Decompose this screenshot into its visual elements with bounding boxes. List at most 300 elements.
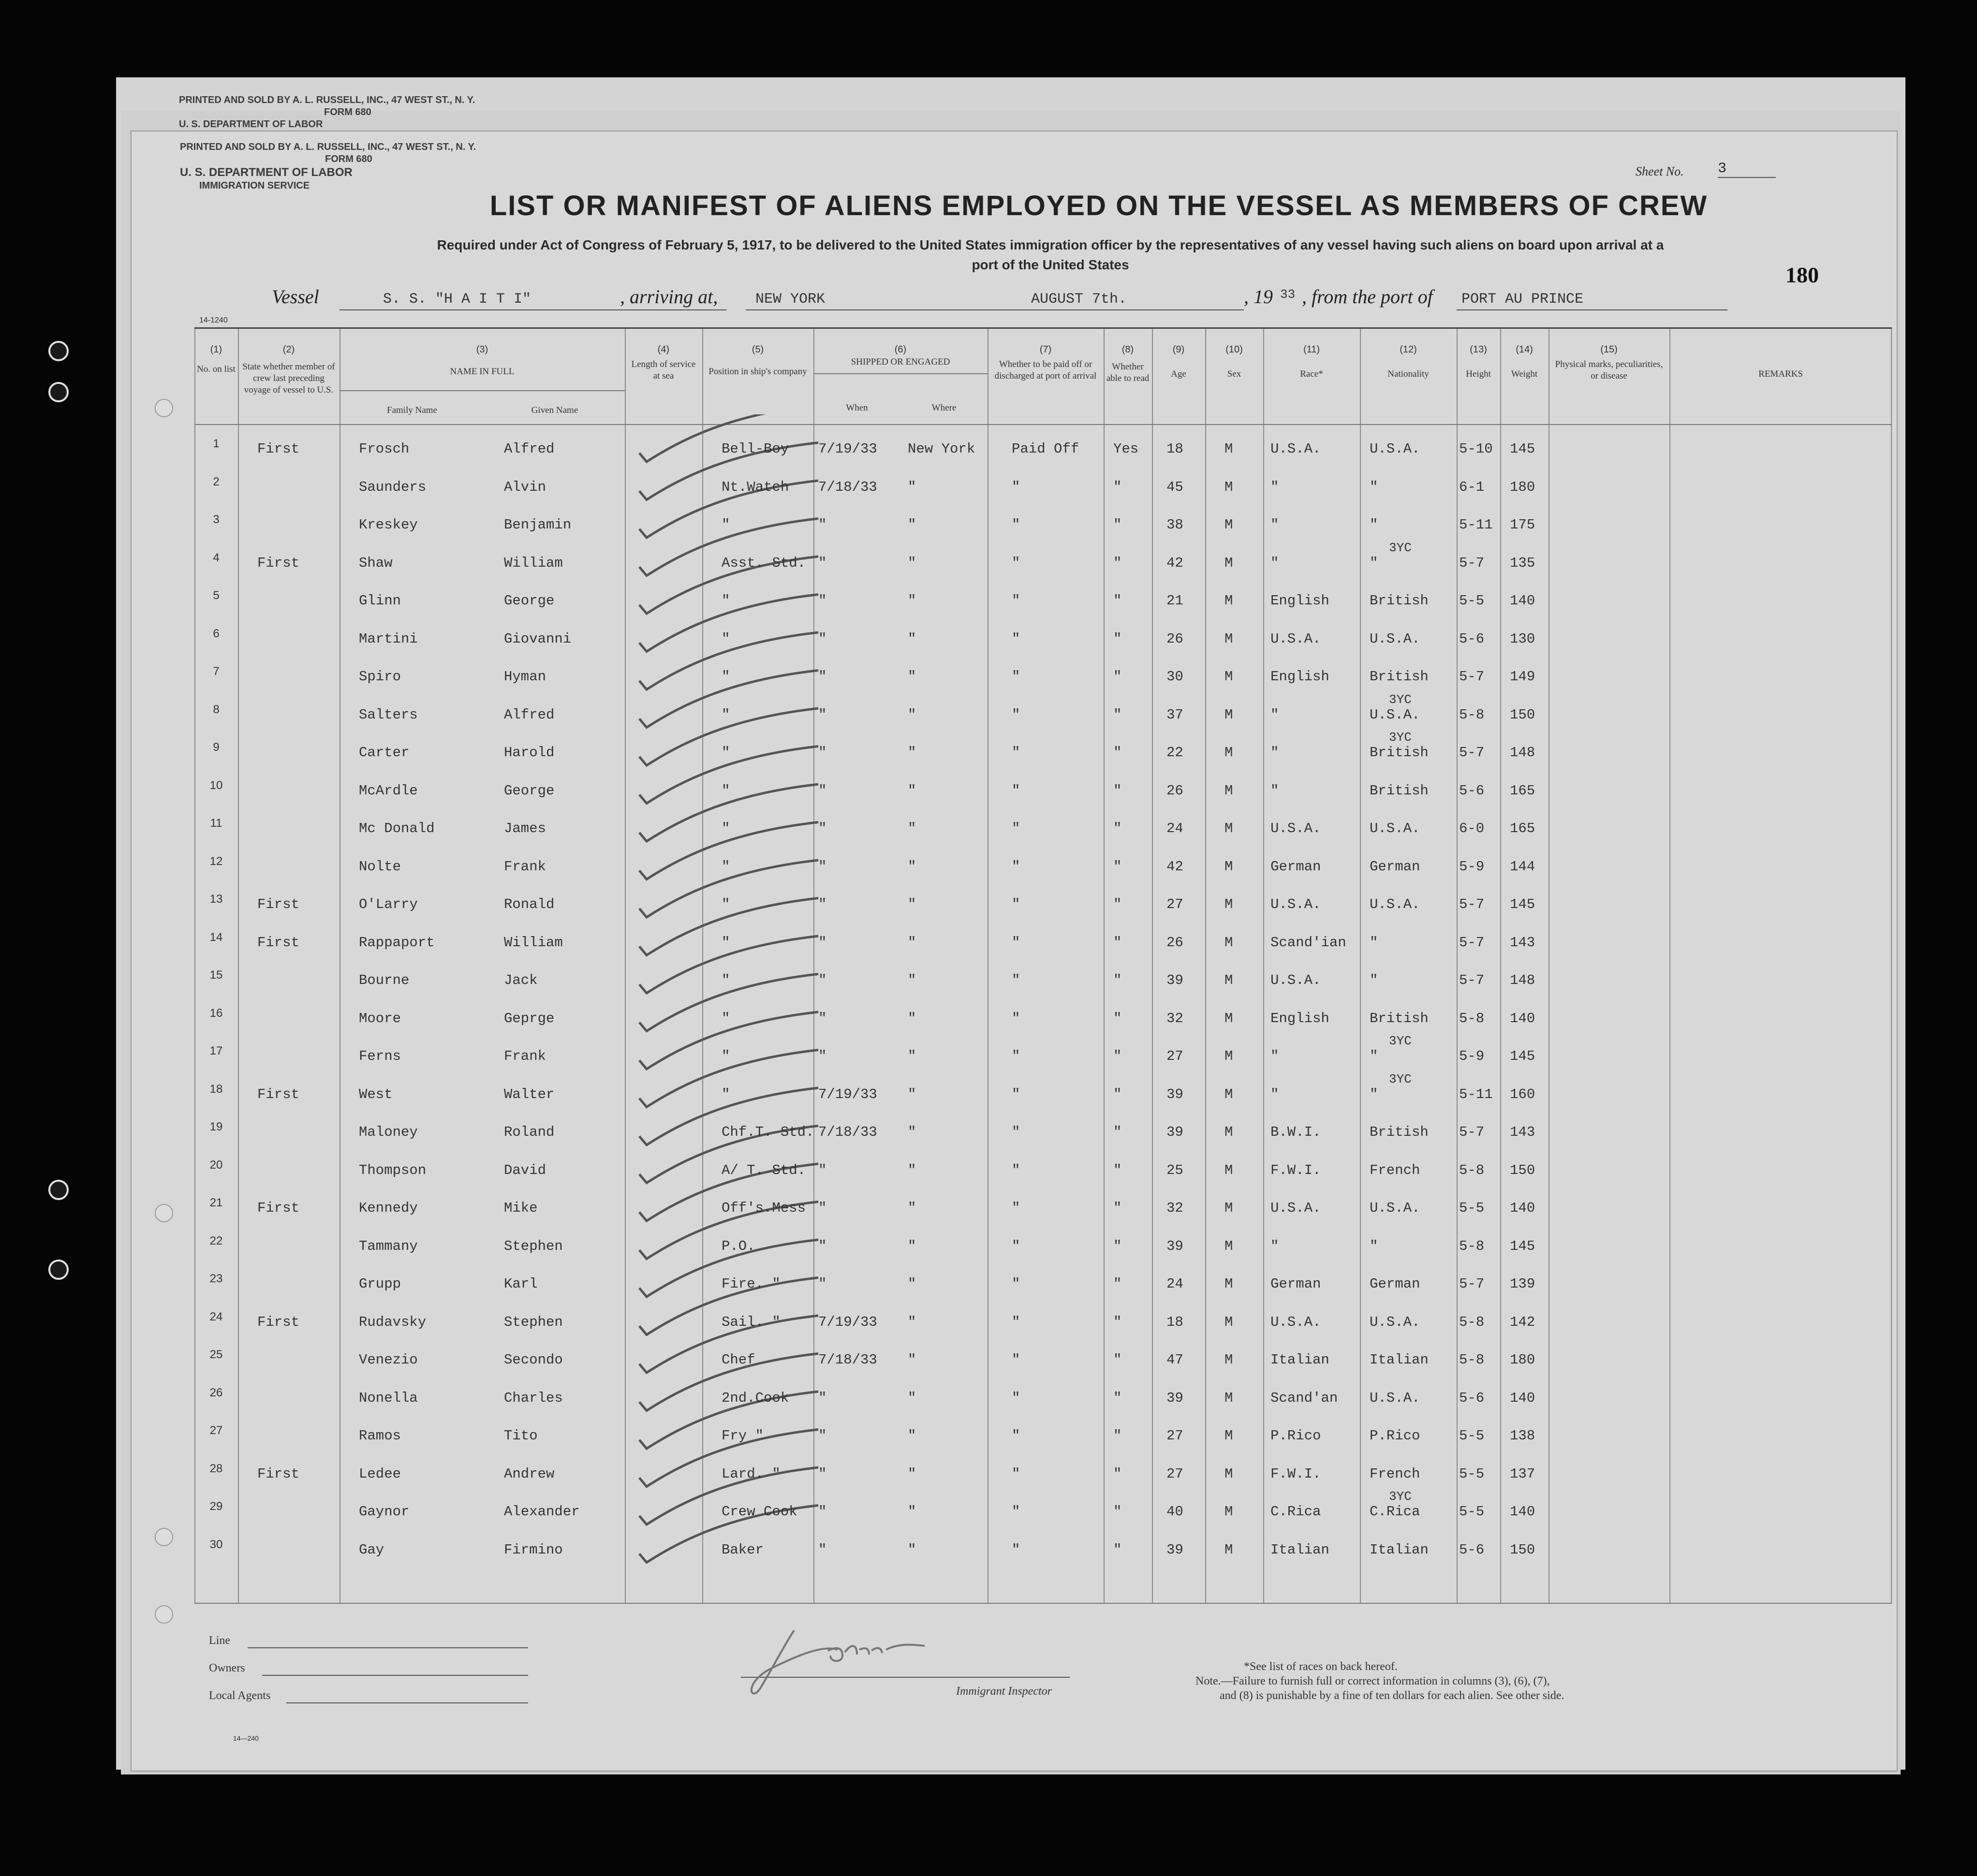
header-age: Age: [1171, 369, 1186, 379]
sex: M: [1225, 1276, 1233, 1292]
position: Asst. Std.: [722, 555, 806, 571]
position: ": [722, 593, 730, 609]
position: A/ T. Std.: [722, 1162, 806, 1178]
weight: 138: [1510, 1428, 1535, 1444]
sex: M: [1225, 782, 1233, 799]
header-read: Whether able to read: [1106, 362, 1150, 383]
position: ": [722, 1010, 730, 1026]
binder-hole: [48, 341, 69, 361]
height: 5-7: [1459, 1124, 1485, 1140]
race: B.W.I.: [1270, 1124, 1321, 1140]
table-row: [194, 1196, 1892, 1237]
table-row: [194, 730, 1892, 781]
shipped-where: ": [908, 1010, 916, 1026]
shipped-where: ": [908, 1541, 916, 1558]
weight: 140: [1510, 593, 1535, 609]
given-name: Frank: [504, 858, 546, 875]
paid-off: ": [1012, 1086, 1020, 1102]
given-name: Roland: [504, 1124, 555, 1140]
table-row: [194, 893, 1892, 933]
table-row: [194, 513, 1892, 554]
manifest-subtitle: Required under Act of Congress of February 5, 1917, to be delivered to the United States immigration officer by the representatives of any vessel having such aliens on board upon arrival at a port of the United States: [437, 237, 1664, 272]
sex: M: [1225, 1352, 1233, 1368]
table-row: [194, 817, 1892, 857]
age: 24: [1166, 1276, 1183, 1292]
header-where: Where: [931, 403, 957, 413]
nationality: U.S.A.: [1370, 441, 1420, 457]
shipped-where: ": [908, 858, 916, 875]
nationality: British: [1370, 745, 1429, 761]
race: Italian: [1270, 1352, 1329, 1368]
header-nationality: Nationality: [1387, 369, 1429, 379]
able-to-read: ": [1113, 593, 1122, 609]
nationality: Italian: [1370, 1541, 1429, 1558]
shipped-where: ": [908, 972, 916, 988]
row-number: 12: [209, 854, 223, 868]
given-name: James: [504, 821, 546, 836]
age: 26: [1166, 782, 1183, 799]
previous-voyage: First: [257, 934, 300, 951]
from-port: PORT AU PRINCE: [1461, 291, 1584, 308]
header-sex: Sex: [1227, 369, 1241, 379]
shipped-where: ": [908, 745, 916, 761]
weight: 165: [1510, 821, 1535, 836]
nationality: ": [1370, 1086, 1378, 1102]
race: ": [1270, 517, 1279, 533]
height: 6-1: [1459, 479, 1485, 495]
sex: M: [1225, 441, 1233, 457]
able-to-read: ": [1113, 1276, 1122, 1292]
manifest-sheet: [131, 131, 1898, 1772]
table-row: [194, 1348, 1892, 1389]
height: 5-8: [1459, 1314, 1485, 1330]
family-name: Venezio: [359, 1352, 418, 1368]
position: ": [722, 782, 730, 799]
family-name: Ledee: [359, 1466, 401, 1482]
family-name: Grupp: [359, 1276, 401, 1292]
shipped-when: ": [818, 1541, 827, 1558]
position: ": [722, 972, 730, 988]
row-number: 1: [213, 437, 220, 450]
previous-voyage: First: [257, 555, 300, 571]
shipped-when: ": [818, 1466, 827, 1482]
given-name: William: [504, 555, 563, 571]
shipped-where: ": [908, 1352, 916, 1368]
age: 18: [1166, 441, 1183, 457]
race: U.S.A.: [1270, 821, 1321, 836]
previous-voyage: First: [257, 441, 300, 457]
shipped-where: ": [908, 1048, 916, 1064]
paid-off: ": [1012, 896, 1020, 912]
sex: M: [1225, 593, 1233, 609]
age: 40: [1166, 1504, 1183, 1520]
table-row: [194, 665, 1892, 705]
paid-off: ": [1012, 555, 1020, 571]
header-weight: Weight: [1511, 369, 1538, 379]
family-name: Shaw: [359, 555, 393, 571]
weight: 142: [1510, 1314, 1535, 1330]
race: English: [1270, 593, 1329, 609]
height: 5-9: [1459, 1048, 1485, 1064]
shipped-when: ": [818, 593, 827, 609]
sex: M: [1225, 1466, 1233, 1482]
height: 5-6: [1459, 1390, 1485, 1406]
paid-off: ": [1012, 782, 1020, 799]
height: 5-7: [1459, 934, 1485, 951]
header-when: When: [846, 403, 868, 413]
sex: M: [1225, 1541, 1233, 1558]
header-name: NAME IN FULL: [450, 366, 515, 377]
height: 5-7: [1459, 555, 1485, 571]
row-number: 13: [209, 893, 223, 906]
race: English: [1270, 669, 1329, 685]
shipped-where: New York: [908, 441, 975, 457]
age: 27: [1166, 1466, 1183, 1482]
binder-hole: [155, 1528, 173, 1546]
age: 38: [1166, 517, 1183, 533]
position: ": [722, 1086, 730, 1102]
row-number: 2: [213, 475, 220, 488]
able-to-read: ": [1113, 1541, 1122, 1558]
given-name: Frank: [504, 1048, 546, 1064]
sex: M: [1225, 1504, 1233, 1520]
previous-voyage: First: [257, 1200, 300, 1216]
row-number: 24: [209, 1310, 223, 1323]
row-number: 25: [209, 1348, 223, 1361]
able-to-read: ": [1113, 858, 1122, 875]
position: ": [722, 858, 730, 875]
paid-off: ": [1012, 745, 1020, 761]
race: F.W.I.: [1270, 1162, 1321, 1178]
paid-off: ": [1012, 593, 1020, 609]
height: 5-11: [1459, 1086, 1493, 1102]
shipped-where: ": [908, 1238, 916, 1254]
given-name: Alexander: [504, 1504, 580, 1520]
row-number: 11: [210, 817, 222, 830]
row-number: 5: [213, 589, 220, 602]
shipped-where: ": [908, 1200, 916, 1216]
row-number: 16: [209, 1006, 223, 1020]
shipped-when: 7/18/33: [818, 1352, 877, 1368]
table-row: [194, 692, 1892, 744]
paid-off: ": [1012, 821, 1020, 836]
race: ": [1270, 782, 1279, 799]
binder-hole: [48, 1180, 69, 1200]
nationality-note: 3YC: [1389, 730, 1412, 745]
shipped-when: ": [818, 555, 827, 571]
weight: 175: [1510, 517, 1535, 533]
age: 27: [1166, 1048, 1183, 1064]
shipped-when: ": [818, 782, 827, 799]
height: 5-7: [1459, 745, 1485, 761]
sex: M: [1225, 1086, 1233, 1102]
sex: M: [1225, 706, 1233, 723]
given-name: David: [504, 1162, 546, 1178]
paid-off: ": [1012, 1276, 1020, 1292]
family-name: Kreskey: [359, 517, 418, 533]
given-name: Giovanni: [504, 630, 572, 647]
row-number: 14: [209, 930, 223, 944]
nationality: ": [1370, 517, 1378, 533]
binder-hole: [155, 1605, 173, 1624]
given-name: Jack: [504, 972, 538, 988]
table-row: [194, 1234, 1892, 1275]
weight: 140: [1510, 1504, 1535, 1520]
table-row: [194, 1071, 1892, 1123]
race: U.S.A.: [1270, 896, 1321, 912]
able-to-read: ": [1113, 1390, 1122, 1406]
able-to-read: ": [1113, 1352, 1122, 1368]
age: 39: [1166, 1124, 1183, 1140]
shipped-when: ": [818, 821, 827, 836]
binder-hole: [48, 382, 69, 402]
header-height: Height: [1466, 369, 1491, 379]
shipped-when: 7/19/33: [818, 441, 877, 457]
age: 24: [1166, 821, 1183, 836]
weight: 143: [1510, 1124, 1535, 1140]
row-number: 10: [209, 778, 223, 792]
family-name: Ferns: [359, 1048, 401, 1064]
height: 5-6: [1459, 630, 1485, 647]
paid-off: ": [1012, 1124, 1020, 1140]
family-name: Kennedy: [359, 1200, 418, 1216]
family-name: Tammany: [359, 1238, 418, 1254]
given-name: Secondo: [504, 1352, 563, 1368]
shipped-when: 7/18/33: [818, 1124, 877, 1140]
shipped-where: ": [908, 706, 916, 723]
paid-off: ": [1012, 1314, 1020, 1330]
shipped-where: ": [908, 1162, 916, 1178]
able-to-read: ": [1113, 555, 1122, 571]
date-underline: [963, 309, 1244, 310]
height: 5-9: [1459, 858, 1485, 875]
age: 39: [1166, 1390, 1183, 1406]
binder-hole: [48, 1260, 69, 1280]
family-name: Rudavsky: [359, 1314, 427, 1330]
height: 5-10: [1459, 441, 1493, 457]
nationality: C.Rica: [1370, 1504, 1420, 1520]
nationality: U.S.A.: [1370, 706, 1420, 723]
able-to-read: ": [1113, 821, 1122, 836]
sex: M: [1225, 517, 1233, 533]
paid-off: ": [1012, 1352, 1020, 1368]
able-to-read: ": [1113, 1466, 1122, 1482]
able-to-read: ": [1113, 1086, 1122, 1102]
shipped-when: ": [818, 630, 827, 647]
row-number: 17: [209, 1044, 223, 1057]
able-to-read: ": [1113, 1162, 1122, 1178]
paid-off: ": [1012, 934, 1020, 951]
weight: 165: [1510, 782, 1535, 799]
family-name: Gaynor: [359, 1504, 410, 1520]
nationality: ": [1370, 1238, 1378, 1254]
paid-off: ": [1012, 1238, 1020, 1254]
position: P.O.: [722, 1238, 755, 1254]
race: German: [1270, 1276, 1321, 1292]
height: 5-7: [1459, 1276, 1485, 1292]
back-imprint: PRINTED AND SOLD BY A. L. RUSSELL, INC., 47 WEST ST., N. Y. FORM 680 U. S. DEPARTMENT OF LABOR: [179, 95, 475, 130]
position: ": [722, 821, 730, 836]
table-row: [194, 930, 1892, 971]
nationality: ": [1370, 934, 1378, 951]
family-name: Glinn: [359, 593, 401, 609]
shipped-when: ": [818, 706, 827, 723]
given-name: William: [504, 934, 563, 951]
weight: 180: [1510, 1352, 1535, 1368]
binder-hole: [155, 1204, 173, 1222]
shipped-where: ": [908, 479, 916, 495]
race: ": [1270, 479, 1279, 495]
sex: M: [1225, 479, 1233, 495]
age: 21: [1166, 593, 1183, 609]
shipped-when: ": [818, 1200, 827, 1216]
table-row: [194, 1120, 1892, 1161]
able-to-read: ": [1113, 934, 1122, 951]
header-prev-voyage: State whether member of crew last preceding voyage of vessel to U.S.: [242, 362, 335, 395]
shipped-where: ": [908, 517, 916, 533]
shipped-when: ": [818, 1504, 827, 1520]
able-to-read: ": [1113, 1314, 1122, 1330]
nationality: U.S.A.: [1370, 1314, 1420, 1330]
shipped-when: ": [818, 1428, 827, 1444]
weight: 140: [1510, 1010, 1535, 1026]
age: 39: [1166, 1086, 1183, 1102]
given-name: Alvin: [504, 479, 546, 495]
family-name: Maloney: [359, 1124, 418, 1140]
weight: 143: [1510, 934, 1535, 951]
weight: 145: [1510, 1238, 1535, 1254]
given-name: Alfred: [504, 706, 555, 723]
local-agents-label: Local Agents: [209, 1689, 271, 1702]
sex: M: [1225, 1162, 1233, 1178]
position: ": [722, 896, 730, 912]
header-length-service: Length of service at sea: [631, 359, 696, 381]
position: ": [722, 1048, 730, 1064]
age: 39: [1166, 1541, 1183, 1558]
position: ": [722, 630, 730, 647]
given-name: Karl: [504, 1276, 538, 1292]
nationality: British: [1370, 669, 1429, 685]
family-name: Gay: [359, 1541, 384, 1558]
race: Italian: [1270, 1541, 1329, 1558]
nationality: British: [1370, 1010, 1429, 1026]
paid-off: ": [1012, 706, 1020, 723]
port-underline: [746, 309, 963, 310]
weight: 140: [1510, 1390, 1535, 1406]
sex: M: [1225, 745, 1233, 761]
weight: 140: [1510, 1200, 1535, 1216]
shipped-when: 7/18/33: [818, 479, 877, 495]
nationality: U.S.A.: [1370, 1200, 1420, 1216]
family-name: Frosch: [359, 441, 410, 457]
given-name: George: [504, 593, 555, 609]
shipped-where: ": [908, 1428, 916, 1444]
position: ": [722, 934, 730, 951]
age: 30: [1166, 669, 1183, 685]
family-name: Moore: [359, 1010, 401, 1026]
previous-voyage: First: [257, 896, 300, 912]
family-name: Nolte: [359, 858, 401, 875]
age: 26: [1166, 630, 1183, 647]
row-number: 30: [209, 1538, 223, 1551]
paid-off: ": [1012, 479, 1020, 495]
family-name: McArdle: [359, 782, 418, 799]
nationality: British: [1370, 1124, 1429, 1140]
paid-off: ": [1012, 1390, 1020, 1406]
weight: 145: [1510, 1048, 1535, 1064]
row-number: 6: [213, 627, 220, 640]
row-number: 29: [209, 1500, 223, 1513]
shipped-when: ": [818, 1010, 827, 1026]
height: 5-8: [1459, 1238, 1485, 1254]
able-to-read: ": [1113, 1200, 1122, 1216]
paid-off: Paid Off: [1012, 441, 1079, 457]
race: ": [1270, 1086, 1279, 1102]
age: 39: [1166, 1238, 1183, 1254]
table-row: [194, 968, 1892, 1009]
shipped-where: ": [908, 934, 916, 951]
paid-off: ": [1012, 1428, 1020, 1444]
line-label: Line: [209, 1634, 230, 1647]
given-name: Alfred: [504, 441, 555, 457]
given-name: Andrew: [504, 1466, 555, 1482]
sex: M: [1225, 630, 1233, 647]
table-row: [194, 1462, 1892, 1503]
position: ": [722, 517, 730, 533]
row-number: 20: [209, 1158, 223, 1172]
row-number: 8: [213, 703, 220, 716]
shipped-when: 7/19/33: [818, 1086, 877, 1102]
race: U.S.A.: [1270, 1314, 1321, 1330]
from-underline: [1457, 309, 1727, 310]
weight: 137: [1510, 1466, 1535, 1482]
header-paid-off: Whether to be paid off or discharged at port of arrival: [994, 359, 1097, 381]
sex: M: [1225, 1010, 1233, 1026]
weight: 148: [1510, 745, 1535, 761]
given-name: Firmino: [504, 1541, 563, 1558]
paid-off: ": [1012, 1048, 1020, 1064]
able-to-read: ": [1113, 517, 1122, 533]
table-row: [194, 1034, 1892, 1085]
stamp-number: 180: [1785, 263, 1819, 287]
race: ": [1270, 1048, 1279, 1064]
family-name: Bourne: [359, 972, 410, 988]
paid-off: ": [1012, 630, 1020, 647]
table-row: [194, 540, 1892, 592]
shipped-when: ": [818, 745, 827, 761]
shipped-when: ": [818, 896, 827, 912]
height: 5-5: [1459, 1504, 1485, 1520]
height: 5-7: [1459, 972, 1485, 988]
shipped-when: ": [818, 972, 827, 988]
family-name: Nonella: [359, 1390, 418, 1406]
shipped-where: ": [908, 782, 916, 799]
able-to-read: ": [1113, 669, 1122, 685]
arriving-port: NEW YORK: [755, 291, 826, 308]
sex: M: [1225, 1238, 1233, 1254]
shipped-where: ": [908, 555, 916, 571]
position: Off's.Mess: [722, 1200, 806, 1216]
nationality: French: [1370, 1466, 1420, 1482]
nationality: P.Rico: [1370, 1428, 1420, 1444]
given-name: Stephen: [504, 1238, 563, 1254]
weight: 130: [1510, 630, 1535, 647]
height: 5-7: [1459, 896, 1485, 912]
header-position: Position in ship's company: [708, 366, 807, 377]
position: Crew Cook: [722, 1504, 797, 1520]
nationality: British: [1370, 593, 1429, 609]
arriving-label: , arriving at,: [620, 286, 718, 308]
